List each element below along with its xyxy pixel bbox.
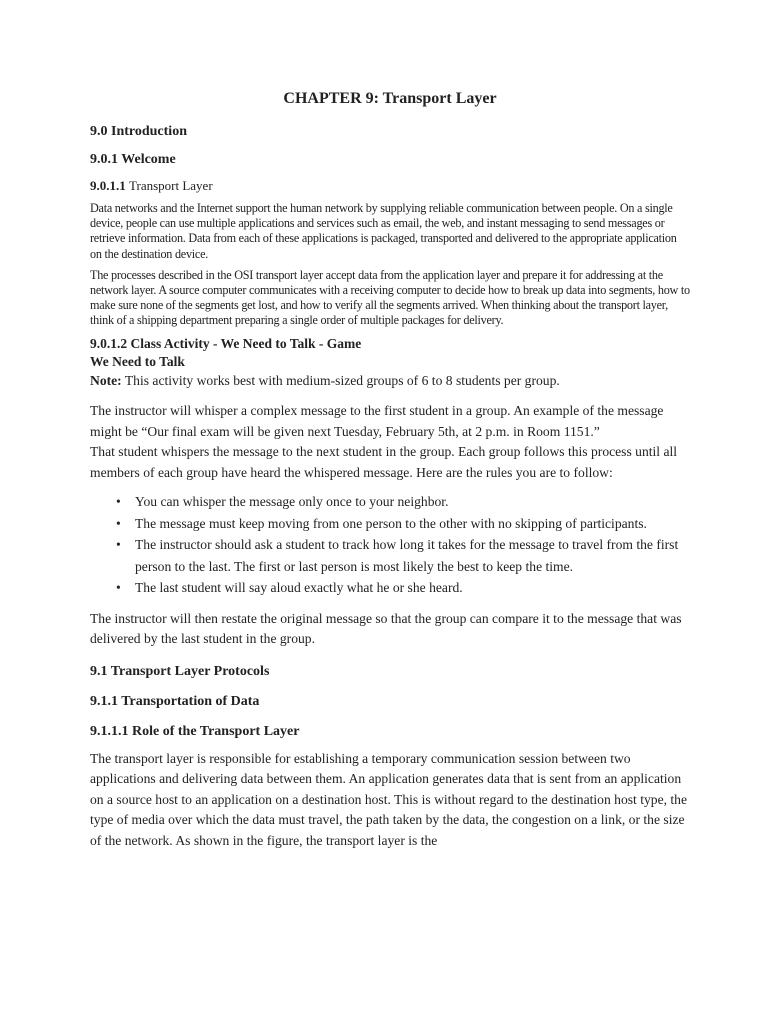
activity-note <box>90 371 690 392</box>
intro-paragraph: Data networks and the Internet support the human network by supplying reliable communication between people. On a single device, people can use multiple applications and services such as email, the web, and instant messaging to send messages or retrieve information. Data from each of these applications is packaged, transported and delivered to the appropriate application on the destination device. <box>90 201 677 261</box>
topic-heading-role: 9.1.1.1 Role of the Transport Layer <box>90 723 300 739</box>
intro-paragraph: The processes described in the OSI transport layer accept data from the application layer and prepare it for addressing at the network layer. A source computer communicates with a receiving computer to decide how to break up data into segments, how to make sure none of the segments get lost, and how to verify all the segments arrived. When thinking about the transport layer, think of a shipping department preparing a single order of multiple packages for delivery. <box>90 267 690 328</box>
rules-list-item <box>116 534 690 577</box>
rule-text: The message must keep moving from one person to the other with no skipping of participants. <box>135 515 647 531</box>
chapter-title: CHAPTER 9: Transport Layer <box>283 90 497 107</box>
note-text: This activity works best with medium-sized groups of 6 to 8 students per group. <box>121 372 560 388</box>
topic-heading-transport-layer <box>90 176 690 196</box>
activity-paragraph: That student whispers the message to the next student in the group. Each group follows this process until all members of each group have heard the whispered message. Here are the rules you are to follow: <box>90 444 678 480</box>
activity-paragraph: The instructor will whisper a complex message to the first student in a group. An example of the message might be “Our final exam will be given next Tuesday, February 5th, at 2 p.m. in Room 1151.” <box>90 403 664 439</box>
subsection-heading-transportation: 9.1.1 Transportation of Data <box>90 693 260 709</box>
rules-list <box>90 491 690 599</box>
topic-number: 9.0.1.1 <box>90 178 126 193</box>
note-label: Note: <box>90 372 122 388</box>
bullet-icon: • <box>116 537 121 553</box>
topic-title: Transport Layer <box>129 178 213 193</box>
section-heading-introduction: 9.0 Introduction <box>90 124 187 139</box>
activity-subheading: We Need to Talk <box>90 353 185 369</box>
activity-closing-paragraph: The instructor will then restate the original message so that the group can compare it to the message that was delivered by the last student in the group. <box>90 610 682 647</box>
bullet-icon: • <box>116 494 121 510</box>
rule-text: The instructor should ask a student to track how long it takes for the message to travel from the first person to the last. The first or last person is most likely the best to keep the time. <box>135 537 679 574</box>
rule-text: The last student will say aloud exactly what he or she heard. <box>135 580 463 596</box>
rules-list-item <box>116 577 690 599</box>
bullet-icon: • <box>116 580 121 596</box>
rule-text: You can whisper the message only once to your neighbor. <box>135 494 449 510</box>
section-heading-protocols: 9.1 Transport Layer Protocols <box>90 663 270 679</box>
bullet-icon: • <box>116 515 121 531</box>
subsection-heading-welcome: 9.0.1 Welcome <box>90 152 176 167</box>
protocols-paragraph: The transport layer is responsible for establishing a temporary communication session between two applications and delivering data between them. An application generates data that is sent from an application on a source host to an application on a destination host. This is without regard to the destination host type, the type of media over which the data must travel, the path taken by the data, the congestion on a link, or the size of the network. As shown in the figure, the transport layer is the <box>90 750 688 848</box>
rules-list-item <box>116 513 690 535</box>
rules-list-item <box>116 491 690 513</box>
document-page <box>90 86 690 851</box>
activity-heading: 9.0.1.2 Class Activity - We Need to Talk - Game <box>90 335 362 351</box>
